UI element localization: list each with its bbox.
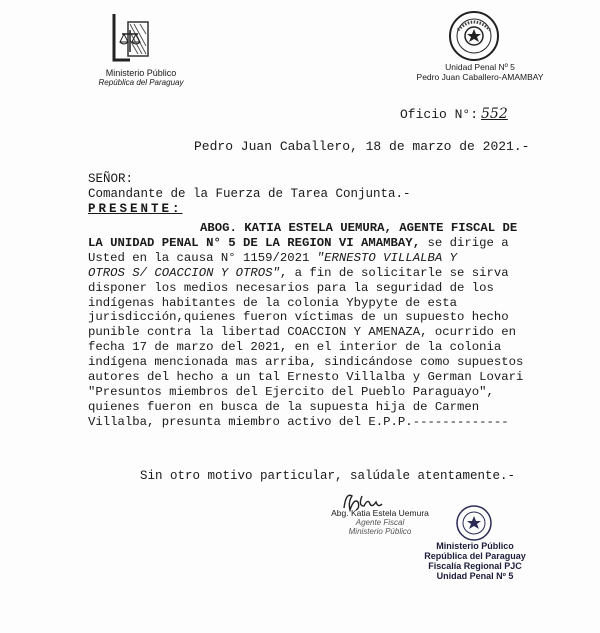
oficio-label: Oficio N°: (400, 107, 479, 122)
body-line: quienes fueron en busca de la supuesta hija de Carmen (88, 399, 480, 414)
official-stamp (420, 541, 530, 581)
body-text: se dirige a (420, 235, 509, 250)
closing-line: Sin otro motivo particular, salúdale atentamente.- (140, 469, 516, 483)
body-line (88, 266, 540, 281)
unit-location: Pedro Juan Caballero-AMAMBAY (416, 72, 544, 82)
stamp-line: Unidad Penal Nº 5 (436, 571, 514, 581)
body-line: indígenas habitantes de la colonia Ybypyte de esta (88, 295, 457, 310)
body-line: ABOG. KATIA ESTELA UEMURA, AGENTE FISCAL DE (200, 221, 518, 235)
signer-name: Abg. Katia Estela Uemura (331, 508, 429, 518)
recipient-salutation: SEÑOR: (88, 172, 134, 186)
case-name: OTROS S/ COACCION Y OTROS" (88, 265, 280, 280)
unit-name: Unidad Penal Nº 5 (445, 62, 515, 72)
letter-body (88, 221, 540, 430)
presente-heading: PRESENTE: (88, 202, 183, 216)
stamp-line: República del Paraguay (424, 551, 526, 561)
ministerio-publico-logo (100, 12, 152, 72)
body-text: , a fin de solicitarle se sirva (279, 265, 509, 280)
org-subname: República del Paraguay (98, 78, 184, 87)
date-line: Pedro Juan Caballero, 18 de marzo de 2021.- (194, 139, 530, 154)
body-bold: LA UNIDAD PENAL N° 5 DE LA REGION VI AMAMBAY, (88, 235, 421, 250)
stamp-line: Ministerio Público (436, 541, 514, 551)
stamp-line: Fiscalía Regional PJC (428, 561, 522, 571)
body-line: fecha 17 de marzo del 2021, en el interior de la colonia (88, 340, 502, 355)
header-left-org (86, 68, 196, 88)
signer-role: Agente Fiscal (355, 518, 405, 527)
header-right-unit (410, 62, 550, 82)
body-line: jurisdicción,quienes fueron víctimas de un supuesto hecho (88, 310, 509, 325)
org-name: Ministerio Público (105, 68, 177, 78)
body-line: indígena mencionada mas arriba, sindicándose como supuestos (88, 355, 524, 370)
case-name: "ERNESTO VILLALBA Y (316, 250, 457, 265)
body-line: punible contra la libertad COACCION Y AMENAZA, ocurrido en (88, 325, 517, 340)
official-stamp-seal-icon (455, 504, 493, 542)
oficio-number-line (400, 106, 508, 122)
recipient-title: Comandante de la Fuerza de Tarea Conjunta.- (88, 187, 411, 201)
body-text: Usted en la causa N° 1159/2021 (88, 250, 317, 265)
signer-org: Ministerio Público (348, 527, 412, 536)
body-line (88, 236, 540, 251)
republica-seal-icon (448, 10, 500, 62)
body-line: "Presuntos miembros del Ejercito del Pueblo Paraguayo", (88, 384, 494, 399)
body-line: autores del hecho a un tal Ernesto Villalba y German Lovari (88, 370, 524, 385)
body-line: disponer los medios necesarios para la seguridad de los (88, 280, 494, 295)
oficio-number: 552 (481, 106, 508, 122)
signature-block (330, 509, 430, 536)
body-line (88, 251, 540, 266)
body-line: Villalba, presunta miembro activo del E.P.P.------------- (88, 414, 509, 429)
